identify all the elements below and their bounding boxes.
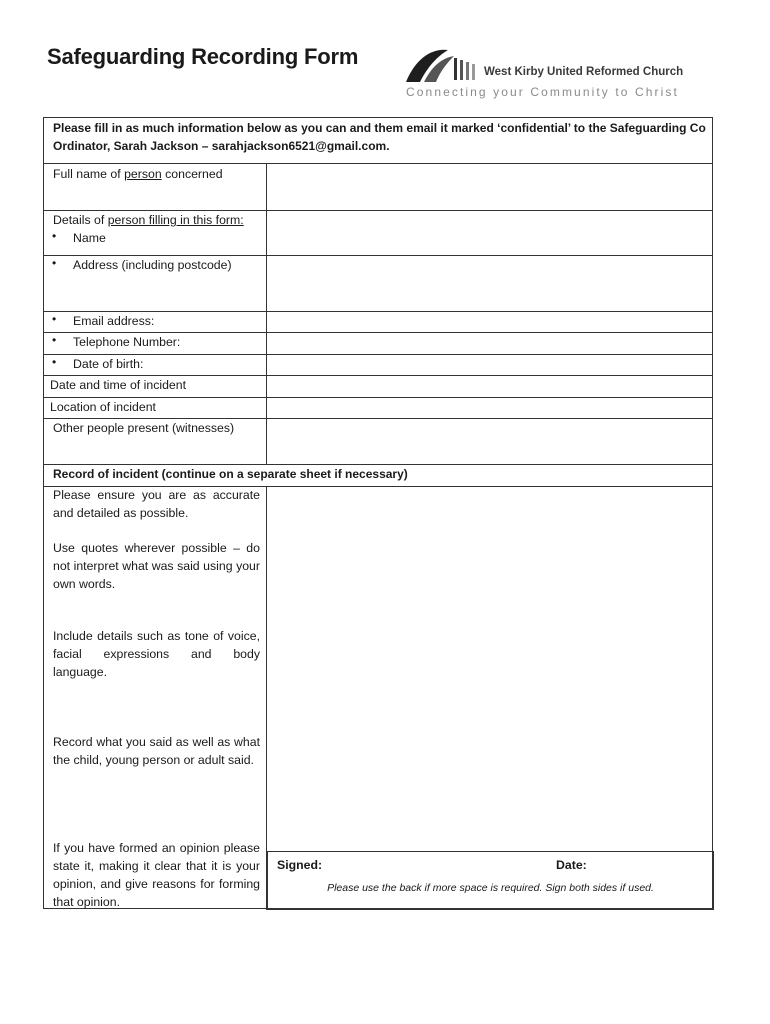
dob-label: Date of birth:: [73, 357, 144, 371]
date-field[interactable]: [593, 854, 708, 876]
witnesses-field[interactable]: [268, 419, 714, 464]
details-label: Details of person filling in this form:: [53, 213, 244, 227]
church-tagline: Connecting your Community to Christ: [406, 85, 679, 99]
signature-field[interactable]: [328, 854, 538, 876]
full-name-label: Full name of person concerned: [53, 167, 223, 181]
address-label: Address (including postcode): [73, 258, 232, 272]
guidance-details: Include details such as tone of voice, facial expressions and body language.: [53, 629, 260, 679]
guidance-opinion: If you have formed an opinion please state it, making it clear that it is your opinion, and give reasons for forming that opinion.: [53, 841, 260, 909]
church-logo-icon: [404, 46, 484, 84]
recording-form: [43, 117, 713, 909]
incident-record-field[interactable]: [268, 487, 714, 850]
name-label: Name: [73, 231, 106, 245]
guidance-quotes: Use quotes wherever possible – do not interpret what was said using your own words.: [53, 541, 260, 591]
full-name-field[interactable]: [268, 164, 714, 210]
bullet-icon: •: [52, 256, 57, 270]
telephone-field[interactable]: [268, 333, 714, 354]
date-time-label: Date and time of incident: [50, 378, 187, 392]
page-title: Safeguarding Recording Form: [47, 44, 359, 69]
bullet-icon: •: [52, 355, 57, 369]
bullet-icon: •: [52, 312, 57, 326]
guidance-record-said: Record what you said as well as what the child, young person or adult said.: [53, 735, 260, 767]
location-field[interactable]: [268, 398, 714, 418]
dob-field[interactable]: [268, 355, 714, 375]
church-logo: [404, 46, 704, 102]
guidance-accuracy: Please ensure you are as accurate and detailed as possible.: [53, 488, 260, 520]
bullet-icon: •: [52, 333, 57, 347]
record-heading: Record of incident (continue on a separate sheet if necessary): [53, 467, 408, 481]
email-field[interactable]: [268, 312, 714, 332]
email-label: Email address:: [73, 314, 155, 328]
signed-label: Signed:: [277, 858, 323, 872]
address-field[interactable]: [268, 256, 714, 311]
bullet-icon: •: [52, 229, 57, 243]
intro-text: Please fill in as much information below as you can and them email it marked ‘confidential’ to the Safeguarding Co Ordinator, Sarah Jackson – sarahjackson6521@gmail.com.: [53, 121, 706, 153]
telephone-label: Telephone Number:: [73, 335, 181, 349]
name-field[interactable]: [268, 211, 714, 255]
location-label: Location of incident: [50, 400, 156, 414]
church-name: West Kirby United Reformed Church: [484, 66, 684, 78]
date-label: Date:: [556, 858, 587, 872]
signature-note: Please use the back if more space is required. Sign both sides if used.: [327, 882, 654, 894]
witnesses-label: Other people present (witnesses): [53, 421, 235, 435]
date-time-field[interactable]: [268, 376, 714, 397]
signature-box: [267, 851, 714, 910]
